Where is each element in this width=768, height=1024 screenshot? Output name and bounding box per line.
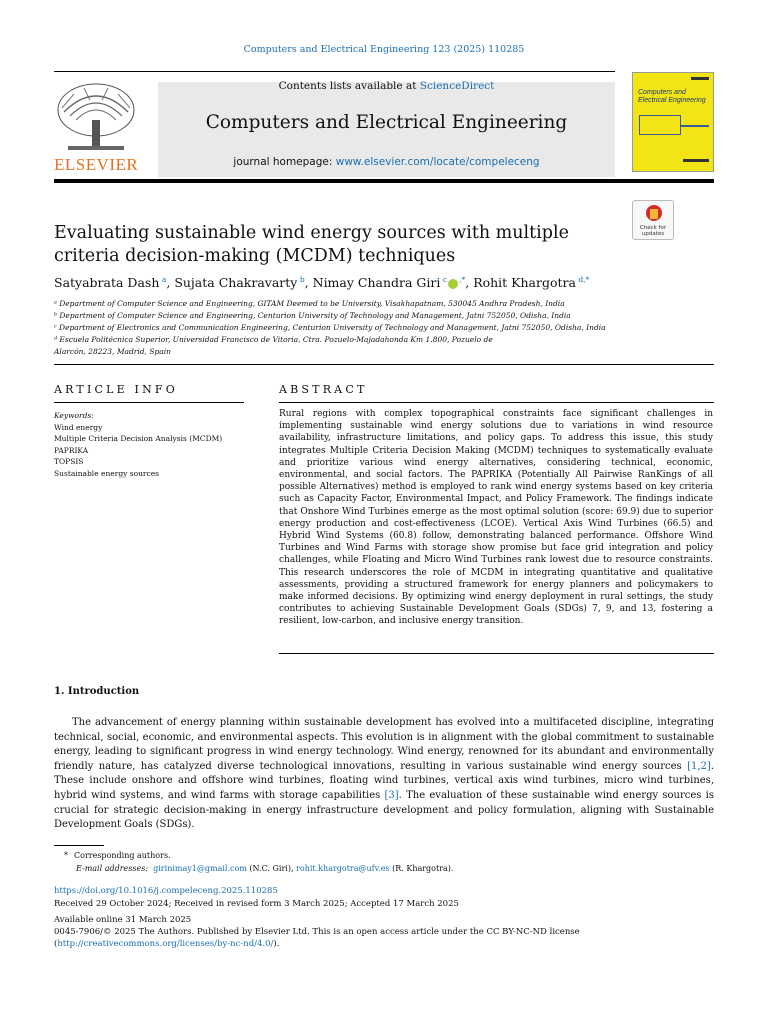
affiliation-c: ᶜ Department of Electronics and Communication Engineering, Centurion University of Technology and Management, Jatni 752050, Odisha, India xyxy=(54,323,606,332)
abstract-rule xyxy=(279,402,714,403)
received-dates: Received 29 October 2024; Received in revised form 3 March 2025; Accepted 17 March 2025 xyxy=(54,899,459,909)
keyword-item: Multiple Criteria Decision Analysis (MCDM) xyxy=(54,434,223,443)
author-affil-sup[interactable]: c xyxy=(442,275,448,284)
introduction-heading: 1. Introduction xyxy=(54,686,140,697)
license-line: 0045-7906/© 2025 The Authors. Published by Elsevier Ltd. This is an open access article under the CC BY-NC-ND license xyxy=(54,927,580,937)
author-list: Satyabrata Dash $^a$, Sujata Chakravarty $^b$, Nimay Chandra Giri $^c$ ,*, Rohit Khargotra $^{d,*}$ xyxy=(54,275,590,291)
abstract-text: Rural regions with complex topographical constraints face significant challenges in implementing sustainable wind energy solutions due to variations in wind resource availability, infrastructure limitations, and policy gaps. To address this issue, this study integrates Multiple Criteria Decision Making (MCDM) techniques to systematically evaluate and prioritize various wind energy alternatives, considering technical, economic, environmental, and social factors. The PAPRIKA (Potentially All Pairwise RanKings of all possible Alternatives) method is employed to rank wind energy systems based on key criteria such as Capacity Factor, Environmental Impact, and Policy Framework. The findings indicate that Onshore Wind Turbines emerge as the most optimal solution (score: 69.9) due to superior energy production and cost-effectiveness (LCOE). Vertical Axis Wind Turbines (66.5) and Hybrid Wind Systems (60.8) follow, demonstrating balanced performance. Offshore Wind Turbines and Wind Farms with storage show promise but face grid integration and policy challenges, while Floating and Micro Wind Turbines rank lowest due to resource constraints. This research underscores the role of MCDM in integrating quantitative and qualitative assessments, providing a structured framework for energy planners and policymakers to make informed decisions. By optimizing wind energy deployment in rural settings, the study contributes to achieving Sustainable Development Goals (SDGs) 7, 9, and 13, fostering a resilient, low-carbon, and inclusive energy transition. xyxy=(279,409,713,627)
contents-line xyxy=(158,80,615,92)
asterisk-mark: * xyxy=(64,851,68,860)
cover-mark xyxy=(691,77,709,80)
orcid-icon[interactable] xyxy=(448,279,458,289)
abstract-bottom-rule xyxy=(279,653,714,654)
journal-title: Computers and Electrical Engineering xyxy=(205,112,568,133)
doi-link[interactable]: https://doi.org/10.1016/j.compeleceng.2025.110285 xyxy=(54,886,278,896)
top-rule xyxy=(54,71,615,72)
email-label: E-mail addresses: xyxy=(76,864,149,873)
journal-cover[interactable] xyxy=(632,72,714,172)
cover-graphic xyxy=(639,115,681,135)
check-for-updates-badge[interactable] xyxy=(632,200,674,240)
elsevier-wordmark: ELSEVIER xyxy=(54,155,139,174)
paper-title: Evaluating sustainable wind energy sources with multiple criteria decision-making (MCDM) techniques xyxy=(54,223,569,266)
cover-line xyxy=(681,125,709,127)
keyword-item: PAPRIKA xyxy=(54,445,89,455)
article-info-rule xyxy=(54,402,244,403)
abstract-heading: ABSTRACT xyxy=(279,383,368,396)
affiliation-a: ᵃ Department of Computer Science and Engineering, GITAM Deemed to be University, Visakhapatnam, 530045 Andhra Pradesh, India xyxy=(54,299,565,308)
author-name[interactable]: Nimay Chandra Giri xyxy=(312,275,441,291)
keywords-label: Keywords: xyxy=(54,411,94,420)
cover-title: Computers and Electrical Engineering xyxy=(638,89,706,104)
license-link[interactable]: http://creativecommons.org/licenses/by-nc-nd/4.0/ xyxy=(57,939,274,949)
homepage-prefix: journal homepage: xyxy=(233,156,336,168)
author-affil-sup[interactable]: d,* xyxy=(578,275,590,284)
corresponding-footnote xyxy=(64,851,171,860)
keyword-item: Wind energy xyxy=(54,422,103,432)
author-affil-sup[interactable]: b xyxy=(299,275,305,284)
license-end: ). xyxy=(273,939,280,949)
email-footnote xyxy=(76,864,453,873)
corresponding-mark[interactable]: ,* xyxy=(459,275,466,284)
available-online: Available online 31 March 2025 xyxy=(54,915,192,925)
email-link[interactable]: girinimay1@gmail.com xyxy=(153,864,247,873)
keyword-item: Sustainable energy sources xyxy=(54,468,160,478)
affiliation-d: ᵈ Escuela Politécnica Superior, Universidad Francisco de Vitoria, Ctra. Pozuelo-Majadahonda Km 1.800, Pozuelo de xyxy=(54,335,493,344)
intro-text: . The evaluation of these sustainable wind energy sources is crucial for strategic decision-making in energy infrastructure development and policy formulation, aligning with Sustainable Development Goals (SDGs). xyxy=(54,789,714,831)
homepage-link[interactable]: www.elsevier.com/locate/compeleceng xyxy=(335,156,540,168)
license-url-line: (http://creativecommons.org/licenses/by-nc-nd/4.0/). xyxy=(54,939,280,949)
author-name[interactable]: Sujata Chakravarty xyxy=(174,275,298,291)
citation-link[interactable]: [3] xyxy=(384,789,399,801)
keyword-item: TOPSIS xyxy=(54,457,84,466)
header-thick-rule xyxy=(54,179,714,183)
intro-text: . These include onshore and offshore wind turbines, floating wind turbines, vertical axis wind turbines, micro wind turbines, hybrid wind systems, and wind farms with storage capabilities xyxy=(54,760,714,801)
journal-reference[interactable]: Computers and Electrical Engineering 123 (2025) 110285 xyxy=(243,44,525,55)
author-name[interactable]: Satyabrata Dash xyxy=(54,275,160,291)
introduction-paragraph xyxy=(54,716,714,833)
affiliation-b: ᵇ Department of Computer Science and Engineering, Centurion University of Technology and Management, Jatni 752050, Odisha, India xyxy=(54,311,571,320)
affiliation-d-cont: Alarcón, 28223, Madrid, Spain xyxy=(54,347,171,356)
author-affil-sup[interactable]: a xyxy=(161,275,167,284)
sciencedirect-link[interactable]: ScienceDirect xyxy=(419,80,495,92)
contents-prefix: Contents lists available at xyxy=(278,80,420,92)
elsevier-tree-logo xyxy=(54,80,140,154)
check-updates-icon xyxy=(645,204,663,224)
intro-text: The advancement of energy planning within sustainable development has evolved into a multifaceted discipline, integrating technical, social, economic, and environmental aspects. This evolution is in alignment with the global commitment to sustainable energy, leading to significant progress in wind energy technology. Wind energy, renowned for its abundant and environmentally friendly nature, has catalyzed diverse technological innovations, resulting in various sustainable wind energy sources xyxy=(54,717,714,772)
homepage-line xyxy=(158,156,615,168)
section-rule xyxy=(54,364,714,365)
email-link[interactable]: rohit.khargotra@ufv.es xyxy=(296,864,390,873)
keywords-block xyxy=(54,410,244,479)
article-info-heading: ARTICLE INFO xyxy=(54,383,178,396)
corresponding-label: Corresponding authors. xyxy=(74,851,171,860)
check-updates-label: Check for updates xyxy=(639,225,667,237)
email-owner: (R. Khargotra). xyxy=(389,864,454,873)
citation-link[interactable]: [1,2] xyxy=(687,760,711,772)
footnote-rule xyxy=(54,845,104,846)
cover-footer xyxy=(683,159,709,162)
email-owner: (N.C. Giri), xyxy=(246,864,297,873)
author-name[interactable]: Rohit Khargotra xyxy=(473,275,576,291)
